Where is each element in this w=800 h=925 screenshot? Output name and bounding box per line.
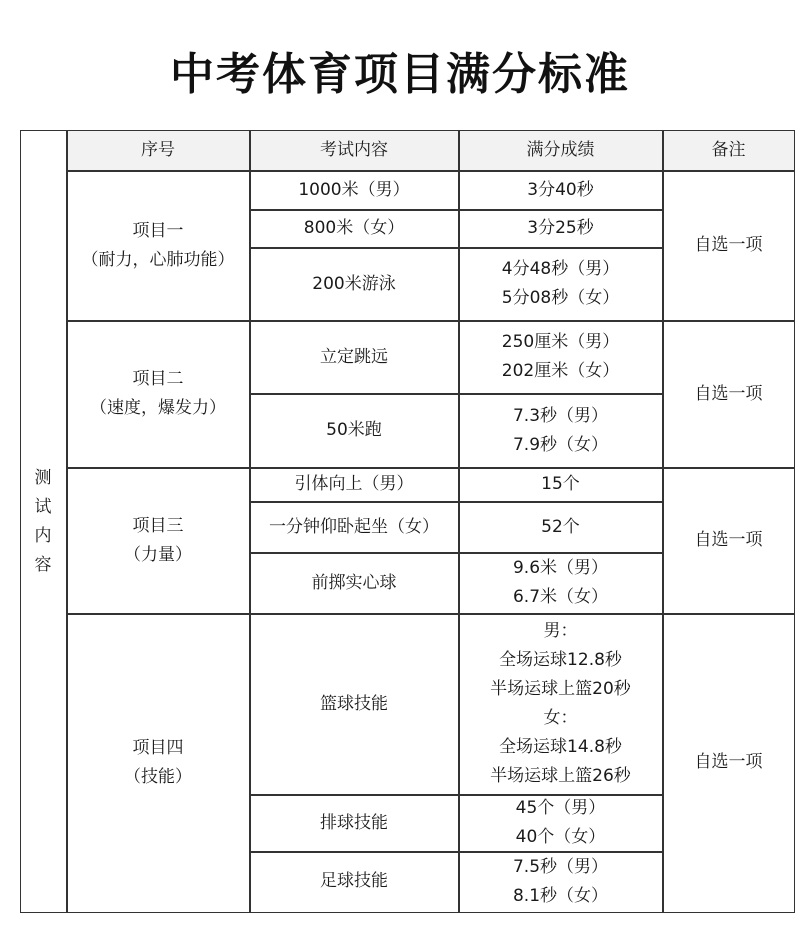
item-score: 3分40秒 [527,179,594,200]
group-note: 自选一项 [694,235,763,255]
item-content: 200米游泳 [312,273,396,294]
item-content: 足球技能 [320,871,388,891]
grid-line [249,552,663,554]
grid-line [249,247,663,249]
item-content: 800米（女） [303,218,405,238]
grid-line [66,170,795,172]
grid-line [66,130,68,913]
item-content: 篮球技能 [320,693,388,714]
item-score: 3分25秒 [527,218,594,238]
group-note: 自选一项 [694,530,763,550]
grid-line [249,501,663,503]
item-score: 7.5秒（男） 8.1秒（女） [512,856,609,906]
side-label-cell [20,130,66,913]
group-name: 项目二 （速度，爆发力） [90,369,226,418]
group-name: 项目三 （力量） [124,515,192,565]
grid-line [66,320,795,322]
item-content: 排球技能 [320,812,388,833]
item-content: 引体向上（男） [294,474,414,494]
item-score: 7.3秒（男） 7.9秒（女） [512,405,609,455]
side-label: 测试内容 [34,467,52,575]
item-content: 50米跑 [326,420,382,440]
grid-line [249,209,663,211]
group-name: 项目四 （技能） [124,737,192,787]
item-score: 45个（男） 40个（女） [515,798,606,847]
grid-line [249,393,663,395]
item-content: 前掷实心球 [311,572,397,593]
grid-line [66,467,795,469]
item-score: 52个 [541,516,580,537]
item-score: 男： 全场运球12.8秒 半场运球上篮20秒 女： 全场运球14.8秒 半场运球上篮26秒 [490,621,631,786]
group-name: 项目一 （耐力，心肺功能） [81,220,235,270]
page-title: 中考体育项目满分标准 [170,49,630,100]
item-score: 15个 [541,474,580,494]
group-note: 自选一项 [694,383,763,404]
grid-line [249,851,663,853]
item-score: 250厘米（男） 202厘米（女） [501,332,620,381]
header-seq: 序号 [67,131,249,170]
item-score: 4分48秒（男） 5分08秒（女） [501,259,620,308]
header-note: 备注 [663,131,794,170]
group-note: 自选一项 [694,752,763,772]
header-score: 满分成绩 [459,131,662,170]
item-content: 立定跳远 [320,346,388,367]
header-content: 考试内容 [250,131,458,170]
item-score: 9.6米（男） 6.7米（女） [512,558,609,607]
item-content: 1000米（男） [298,179,410,200]
grid-line [249,794,663,796]
item-content: 一分钟仰卧起坐（女） [269,516,439,537]
grid-line [66,613,795,615]
